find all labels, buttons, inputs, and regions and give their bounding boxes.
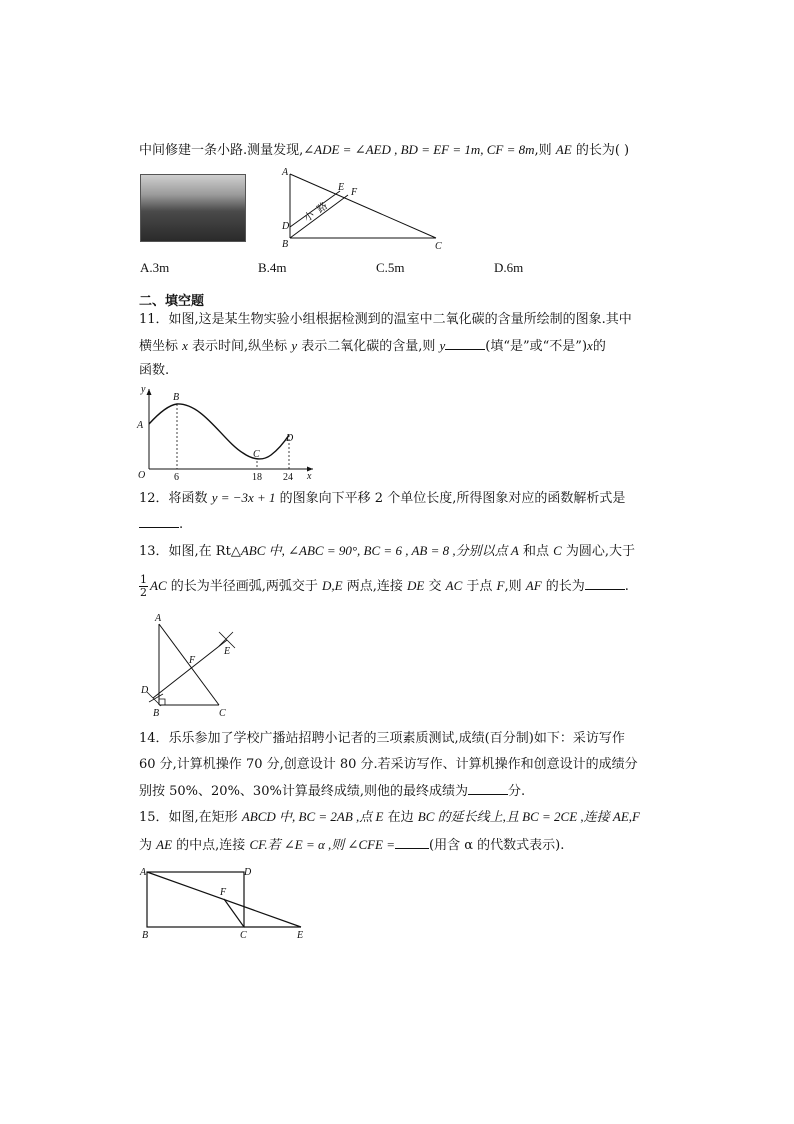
q11-text-e: 的	[592, 339, 606, 354]
q13-text-f2: 交	[424, 579, 446, 594]
q15-answer-blank[interactable]	[395, 836, 429, 849]
q11-y: y	[291, 338, 298, 353]
q13-text-j2: ,则	[504, 579, 526, 594]
q12-line1	[139, 489, 625, 508]
q13-label-C: C	[219, 708, 226, 719]
q14-text-b: 分.	[507, 784, 526, 799]
q10-label-B: B	[282, 239, 289, 250]
q12-period: .	[179, 517, 184, 532]
q14-answer-blank[interactable]	[468, 782, 508, 795]
greenhouse-photo	[140, 174, 246, 242]
q10-label-E: E	[338, 182, 345, 193]
q13-text-d2: 两点,连接	[342, 579, 408, 594]
q13-pointA: A	[510, 543, 519, 558]
q11-answer-blank[interactable]	[445, 337, 485, 350]
q10-condition: ∠ADE = ∠AED , BD = EF = 1m, CF = 8m	[303, 142, 535, 157]
q15-text-f2: (用含 α 的代数式表示).	[429, 838, 565, 853]
q15-cond1: 中, BC = 2AB ,点	[275, 809, 376, 824]
q10-option-d: D.6m	[494, 260, 524, 275]
q15-label-E: E	[297, 930, 304, 941]
q11-text-d: (填“是”或“不是”)	[485, 339, 588, 354]
q14-line3	[139, 782, 525, 801]
q11-graph-y-label: y	[141, 384, 146, 395]
section-heading: 二、填空题	[139, 294, 205, 309]
q13-de-points: D,E	[322, 578, 343, 593]
q10-label-F: F	[351, 187, 358, 198]
q12-line2	[139, 515, 183, 534]
q11-line1: 11．如图,这是某生物实验小组根据检测到的温室中二氧化碳的含量所绘制的图象.其中	[139, 312, 632, 327]
q10-triangle-figure	[278, 165, 448, 250]
q15-label-C: C	[240, 930, 247, 941]
q11-graph-B: B	[173, 392, 180, 403]
q14-line2: 60 分,计算机操作 70 分,创意设计 80 分.若采访写作、计算机操作和创意设计的成绩分	[139, 757, 638, 772]
q15-cf: CF	[249, 837, 265, 852]
q13-text-e: 和点	[518, 544, 554, 559]
q10-label-C: C	[435, 241, 442, 250]
q10-text	[139, 141, 629, 160]
q13-line1	[139, 542, 635, 561]
q10-road-char1: 小	[302, 209, 317, 225]
q14-text-a: 别按 50%、20%、30%计算最终成绩,则他的最终成绩为	[139, 784, 468, 799]
q11-text-b: 表示时间,纵坐标	[187, 339, 292, 354]
q11-x: x	[182, 338, 188, 353]
q15-text-e: 在边	[383, 810, 418, 825]
q13-pointC: C	[553, 543, 562, 558]
q13-text-g: 为圆心,大于	[561, 544, 636, 559]
q11-graph-origin: O	[138, 470, 146, 481]
q11-graph-A: A	[137, 420, 144, 431]
q13-label-D: D	[141, 685, 149, 696]
q15-aef: AE,F	[612, 809, 640, 824]
q11-text-c: 表示二氧化碳的含量,则	[297, 339, 440, 354]
q13-text-b2: 的长为半径画弧,两弧交于	[166, 579, 323, 594]
q11-y2: y	[439, 338, 446, 353]
q10-prefix: 中间修建一条小路.测量发现,	[139, 143, 304, 158]
q10-var: AE	[555, 142, 572, 157]
q15-rectangle-figure	[137, 862, 317, 942]
q10-suffix: 的长为( )	[571, 143, 630, 158]
q13-answer-blank[interactable]	[585, 577, 625, 590]
q15-line1	[139, 808, 640, 827]
q13-label-F: F	[189, 655, 196, 666]
q10-option-b: B.4m	[258, 260, 287, 275]
q13-af: AF	[525, 578, 542, 593]
q15-text-c2: 的中点,连接	[172, 838, 250, 853]
q15-line2	[139, 836, 564, 855]
q11-line2	[139, 337, 606, 356]
q15-label-F: F	[220, 887, 227, 898]
q13-triangle-figure	[135, 610, 245, 720]
q13-label-A: A	[155, 613, 162, 624]
q13-line2	[139, 574, 629, 599]
q15-label-D: D	[244, 867, 252, 878]
q15-cond3: .若 ∠E = α ,则 ∠CFE =	[264, 837, 396, 852]
q13-text-h2: 于点	[462, 579, 497, 594]
q13-ac2: AC	[445, 578, 463, 593]
q11-graph-tick-6: 6	[174, 472, 179, 483]
q10-option-c: C.5m	[376, 260, 405, 275]
q11-graph-D: D	[286, 433, 294, 444]
q13-text-a: 13．如图,在 Rt△	[139, 544, 241, 559]
q10-option-a: A.3m	[140, 260, 170, 275]
q10-mid: ,则	[534, 143, 556, 158]
q15-text-a2: 为	[139, 838, 157, 853]
q12-equation: y = −3x + 1	[211, 490, 276, 505]
q13-fraction	[139, 574, 148, 599]
q13-period: .	[624, 579, 629, 594]
q15-text-a: 15．如图,在矩形	[139, 810, 242, 825]
q11-graph-x-label: x	[307, 471, 312, 482]
q12-text-b: 的图象向下平移 2 个单位长度,所得图象对应的函数解析式是	[275, 491, 626, 506]
q10-road-char2: 路	[315, 200, 330, 216]
q13-label-B: B	[153, 708, 160, 719]
q11-graph-tick-18: 18	[252, 472, 262, 483]
q11-co2-graph	[135, 383, 320, 483]
q15-pointE: E	[375, 809, 384, 824]
q15-abcd: ABCD	[241, 809, 276, 824]
q11-graph-C: C	[253, 449, 260, 460]
q13-conditions: 中, ∠ABC = 90°, BC = 6 , AB = 8 ,分别以点	[265, 543, 511, 558]
q13-ac: AC	[150, 578, 167, 593]
q13-f: F	[496, 578, 505, 593]
q11-line3: 函数.	[139, 363, 170, 378]
q13-text-l2: 的长为	[541, 579, 585, 594]
q15-bc: BC	[417, 809, 435, 824]
q15-label-B: B	[142, 930, 149, 941]
q13-de: DE	[407, 578, 425, 593]
q13-label-E: E	[224, 646, 231, 657]
q11-x2: x	[587, 338, 593, 353]
q12-text-a: 12．将函数	[139, 491, 212, 506]
q13-frac-den: 2	[140, 586, 147, 599]
q15-ae: AE	[156, 837, 173, 852]
q13-abc: ABC	[240, 543, 266, 558]
q10-label-A: A	[282, 167, 289, 178]
q15-label-A: A	[140, 867, 147, 878]
q11-text-a: 横坐标	[139, 339, 183, 354]
q12-answer-blank[interactable]	[139, 515, 179, 528]
q11-graph-tick-24: 24	[283, 472, 293, 483]
q15-cond2: 的延长线上,且 BC = 2CE ,连接	[434, 809, 613, 824]
q10-label-D: D	[282, 221, 290, 232]
q13-frac-num: 1	[140, 573, 147, 586]
q14-line1: 14．乐乐参加了学校广播站招聘小记者的三项素质测试,成绩(百分制)如下：采访写作	[139, 731, 625, 746]
